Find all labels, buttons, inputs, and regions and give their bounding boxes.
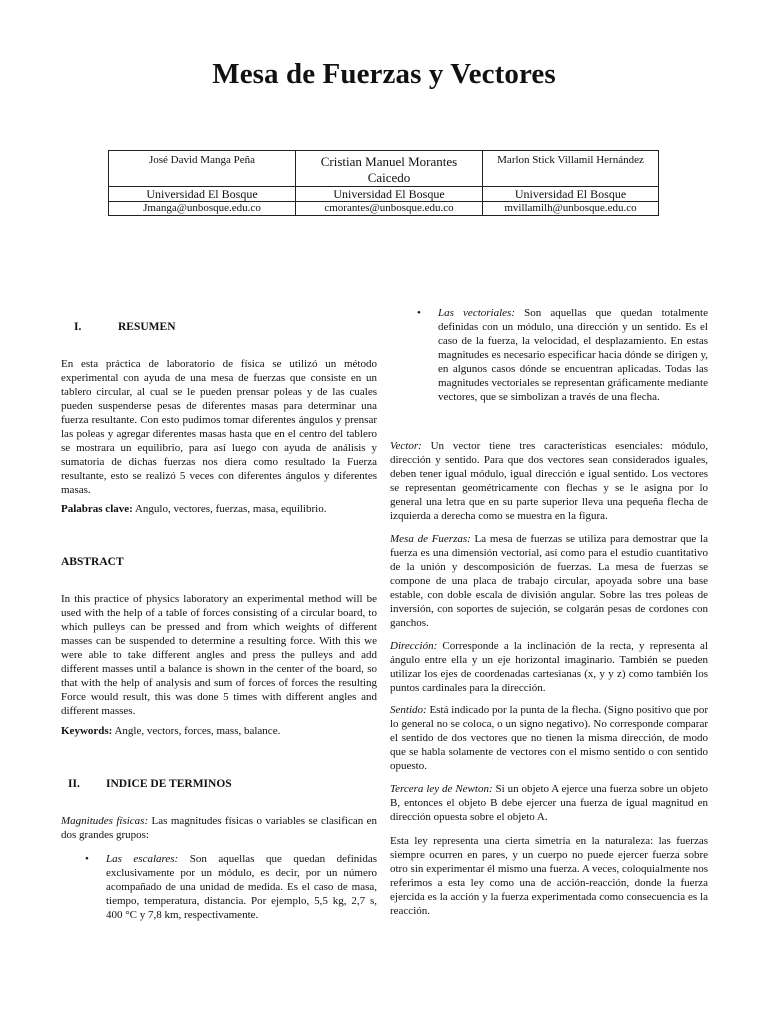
keywords-value: Angulo, vectores, fuerzas, masa, equilibrio. — [132, 503, 327, 515]
direccion-paragraph — [390, 639, 708, 695]
keywords-en — [61, 724, 377, 738]
author-email-1: Jmanga@unbosque.edu.co — [109, 202, 296, 216]
sentido-paragraph — [390, 703, 708, 773]
mesa-paragraph — [390, 532, 708, 630]
escalares-label: Las escalares: — [106, 853, 179, 865]
paper-title: Mesa de Fuerzas y Vectores — [212, 58, 556, 90]
author-university-3: Universidad El Bosque — [483, 187, 659, 202]
section-number: II. — [68, 778, 80, 790]
keywords-en-label: Keywords: — [61, 725, 113, 737]
section-title: RESUMEN — [118, 321, 176, 333]
section-heading-indice — [68, 778, 232, 790]
section-heading-abstract: ABSTRACT — [61, 556, 124, 568]
vector-label: Vector: — [390, 440, 422, 452]
vectoriales-text: Son aquellas que quedan totalmente definidas con un módulo, una dirección y un sentido. Es el caso de la fuerza, la velocidad, el desplazamiento. En estas magnitudes es necesario especificar hacia dónde se dirigen y, en algunos casos dónde se encuentran aplicadas. Todas las magnitudes vectoriales se representan gráficamente mediante vectores, que se simbolizan a través de una flecha. — [438, 307, 708, 403]
sentido-label: Sentido: — [390, 704, 427, 716]
newton-text: Si un objeto A ejerce una fuerza sobre un objeto B, entonces el objeto B debe ejercer una fuerza de igual magnitud en dirección opuesta sobre el objeto A. — [390, 783, 708, 823]
section-number: I. — [74, 321, 82, 333]
ley-paragraph: Esta ley representa una cierta simetría en la naturaleza: las fuerzas siempre ocurren en pares, y un cuerpo no puede ejercer fuerza sobre otro sin experimentar él mismo una fuerza. A veces, coloquialmente nos referimos a esta ley como una de acción-reacción, donde la fuerza ejercida es la acción y la fuerza experimentada como consecuencia es la reacción. — [390, 835, 708, 917]
mesa-label: Mesa de Fuerzas: — [390, 533, 471, 545]
section-title: INDICE DE TERMINOS — [106, 778, 232, 790]
author-email-3: mvillamilh@unbosque.edu.co — [483, 202, 659, 216]
escalares-text: Son aquellas que quedan definidas exclusivamente por un módulo, es decir, por un número acompañado de una unidad de medida. Es el caso de masa, tiempo, temperatura, distancia. Por ejemplo, 5,5 kg, 2,7 s, 400 °C y 7,8 km, respectivamente. — [106, 853, 377, 921]
section-heading-resumen — [74, 321, 176, 333]
sentido-text: Está indicado por la punta de la flecha. (Signo positivo que por lo general no se coloca, o un signo negativo). No corresponde comparar el sentido de dos vectores que no tienen la misma dirección, de modo que se habla solamente de vectores con el mismo sentido o con sentido opuesto. — [390, 704, 708, 772]
author-university-2: Universidad El Bosque — [296, 187, 483, 202]
direccion-text: Corresponde a la inclinación de la recta, y representa al ángulo entre ella y un eje horizontal imaginario. También se pueden utilizar los ejes de coordenadas cartesianas (x, y y z) como también los puntos cardinales para la dirección. — [390, 640, 708, 694]
bullet-icon: • — [85, 853, 89, 865]
abstract-text: In this practice of physics laboratory an experimental method will be used with the help of a table of forces consisting of a circular board, to which pulleys can be pressed and from which weights of different masses can be suspended to determine a resulting force. With this we were able to take different angles and press the pulleys and add different masses until a balance is shown in the center of the board, so that with the help of analysis and sum of forces of forces the resulting Force would result, this was done 5 times with different angles and different masses. — [61, 593, 377, 717]
newton-paragraph — [390, 782, 708, 824]
magnitudes-label: Magnitudes físicas: — [61, 815, 149, 827]
magnitudes-paragraph — [61, 814, 377, 842]
palabras-clave — [61, 502, 377, 516]
vectoriales-label: Las vectoriales: — [438, 307, 515, 319]
author-email-2: cmorantes@unbosque.edu.co — [296, 202, 483, 216]
author-name-2: Cristian Manuel Morantes Caicedo — [296, 151, 483, 187]
magnitudes-text: Las magnitudes físicas o variables se clasifican en dos grandes grupos: — [61, 815, 377, 841]
bullet-escalares — [85, 852, 377, 922]
vector-text: Un vector tiene tres características esenciales: módulo, dirección y sentido. Para que dos vectores sean considerados iguales, deben tener igual módulo, igual dirección e igual sentido. Los vectores se representan geométricamente con flechas y se le asigna por lo general una letra que en su parte superior lleva una pequeña flecha de izquierda a derecha como se muestra en la figura. — [390, 440, 708, 522]
keywords-label: Palabras clave: — [61, 503, 133, 515]
direccion-label: Dirección: — [390, 640, 438, 652]
resumen-text: En esta práctica de laboratorio de física se utilizó un método experimental con ayuda de una mesa de fuerzas que consiste en un tablero circular, al cual se le pueden prensar poleas y de las cuales pueden suspenderse pesas de diferentes masas para determinar una fuerza resultante. Con esto pudimos tomar diferentes ángulos y prensar las poleas y agregar diferentes masas hasta que en el centro del tablero se mostrara un equilibrio, para así luego con ayuda de análisis y sumatoria de dichas fuerzas nos diera como resultado la Fuerza resultante, esto se realizó 5 veces con diferentes ángulos y diferentes masas. — [61, 358, 377, 496]
author-table — [108, 150, 659, 216]
newton-label: Tercera ley de Newton: — [390, 783, 493, 795]
author-university-1: Universidad El Bosque — [109, 187, 296, 202]
vector-paragraph — [390, 439, 708, 523]
bullet-icon: • — [417, 307, 421, 319]
keywords-en-value: Angle, vectors, forces, mass, balance. — [112, 725, 281, 737]
author-name-3: Marlon Stick Villamil Hernández — [483, 151, 659, 187]
mesa-text: La mesa de fuerzas se utiliza para demostrar que la fuerza es una dimensión vectorial, así como para el estudio cuantitativo de la unión y descomposición de fuerzas. La mesa de fuerzas se compone de una placa de trabajo circular, apoyada sobre una base estable, con doble escala de división angular. Sobre las tres poleas de inversión, con soportes de sujeción, se colgarán pesas de cordones con ganchos. — [390, 533, 708, 629]
bullet-vectoriales — [417, 306, 708, 404]
author-name-1: José David Manga Peña — [109, 151, 296, 187]
